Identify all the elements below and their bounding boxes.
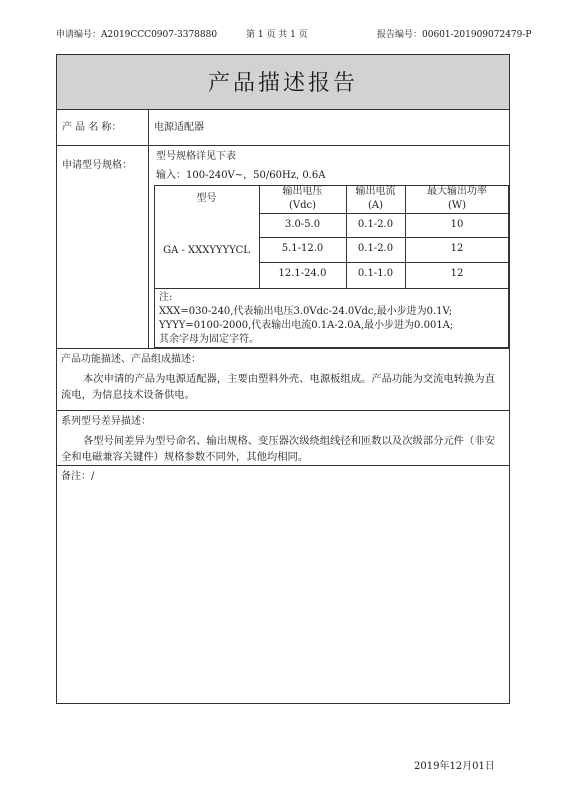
input-rating: 输入：100-240V~，50/60Hz, 0.6A: [156, 170, 326, 181]
label-column-divider: [148, 109, 149, 348]
application-number: 申请编号：A2019CCC0907-3378880: [56, 30, 218, 40]
report-date: 2019年12月01日: [414, 761, 495, 772]
series-heading: 系列型号差异描述：: [61, 416, 151, 427]
model-value: GA - XXXYYYYCL: [163, 245, 250, 256]
row-power: 10: [450, 219, 464, 230]
model-label: 申请型号规格：: [62, 160, 132, 171]
model-intro: 型号规格详见下表: [156, 151, 236, 162]
note-line: XXX=030-240,代表输出电压3.0Vdc-24.0Vdc,最小步进为0.1V;: [159, 306, 453, 317]
row-current: 0.1-2.0: [357, 243, 394, 254]
header-model: 型号: [196, 193, 217, 204]
product-name-value: 电源适配器: [154, 122, 204, 133]
table-hline: [259, 262, 509, 263]
header-current: 输出电流: [355, 186, 396, 197]
remarks-label: 备注：/: [61, 471, 95, 482]
report-title: 产品描述报告: [207, 71, 358, 96]
row-voltage: 12.1-24.0: [278, 268, 327, 279]
divider: [56, 465, 510, 466]
function-body: 本次申请的产品为电源适配器，主要由塑料外壳、电源板组成。产品功能为交流电转换为直流电，为信息技术设备供电。: [61, 373, 495, 401]
row-power: 12: [450, 243, 464, 254]
row-current: 0.1-1.0: [357, 268, 394, 279]
function-heading: 产品功能描述、产品组成描述：: [61, 354, 201, 365]
divider: [56, 410, 510, 411]
divider: [56, 348, 510, 349]
note-line: 其余字母为固定字符。: [159, 334, 259, 345]
table-hline: [259, 213, 509, 214]
note-line: YYYY=0100-2000,代表输出电流0.1A-2.0A,最小步进为0.001A;: [159, 320, 454, 331]
divider: [56, 145, 510, 146]
page-indicator: 第 1 页 共 1 页: [246, 30, 308, 40]
row-voltage: 3.0-5.0: [284, 219, 321, 230]
product-name-label: 产 品 名 称：: [62, 122, 122, 133]
notes-title: 注:: [159, 292, 173, 303]
row-power: 12: [450, 268, 464, 279]
header-voltage-unit: (Vdc): [288, 200, 317, 211]
series-body: 各型号间差异为型号命名、输出规格、变压器次级绕组线径和匝数以及次级部分元件（非安全和电磁兼容关键件）规格参数不同外，其他均相同。: [61, 435, 495, 463]
header-power: 最大输出功率: [427, 186, 487, 197]
header-current-unit: (A): [367, 200, 384, 211]
report-number: 报告编号：00601-201909072479-P: [377, 30, 532, 40]
header-power-unit: (W): [447, 200, 467, 211]
row-current: 0.1-2.0: [357, 219, 394, 230]
header-voltage: 输出电压: [282, 186, 323, 197]
row-voltage: 5.1-12.0: [281, 243, 324, 254]
table-hline: [259, 237, 509, 238]
table-hline: [154, 288, 509, 289]
